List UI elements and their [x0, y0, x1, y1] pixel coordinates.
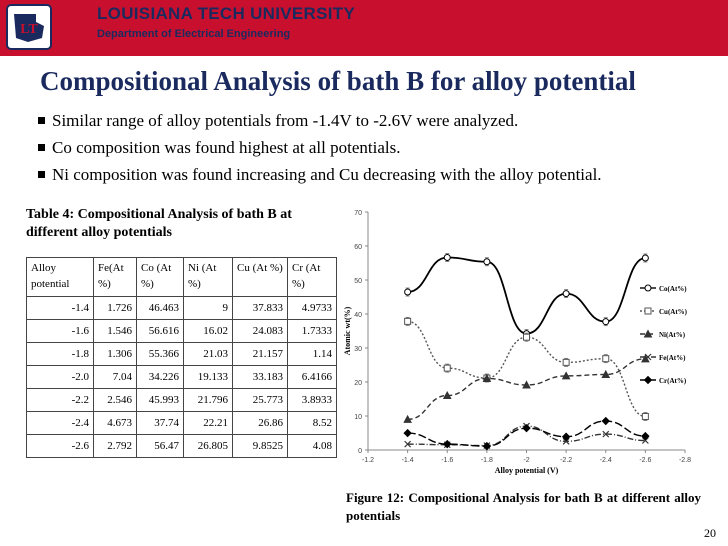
table-cell: 7.04	[94, 366, 137, 389]
logo-text: LT	[20, 22, 38, 37]
data-point	[563, 291, 569, 297]
data-point	[405, 318, 411, 324]
x-tick-label: -1.6	[441, 457, 454, 464]
x-tick-label: -1.4	[401, 457, 414, 464]
series-line	[408, 258, 646, 334]
table-row	[27, 297, 337, 320]
table-cell: 55.366	[137, 343, 184, 366]
x-axis-label: Alloy potential (V)	[494, 466, 559, 475]
table-cell: 37.74	[137, 412, 184, 435]
y-tick-label: 0	[358, 448, 362, 455]
data-point	[642, 255, 648, 261]
table-cell: 2.546	[94, 389, 137, 412]
column-header: Fe(At %)	[94, 258, 137, 297]
table-cell: 21.03	[184, 343, 233, 366]
chart-svg	[340, 200, 700, 482]
table-cell: 16.02	[184, 320, 233, 343]
table-cell: 24.083	[233, 320, 288, 343]
table-cell: 6.4166	[288, 366, 337, 389]
bullet-item: Ni composition was found increasing and Cu decreasing with the alloy potential.	[38, 164, 638, 185]
y-axis-label: Atomic wt(%)	[343, 306, 352, 356]
table-cell: 26.86	[233, 412, 288, 435]
table-header-row	[27, 258, 337, 297]
composition-table	[26, 257, 337, 458]
data-point	[405, 289, 411, 295]
table-cell: 8.52	[288, 412, 337, 435]
y-tick-label: 20	[354, 380, 362, 387]
y-tick-label: 70	[354, 210, 362, 217]
data-point	[444, 365, 450, 371]
table-cell: 4.9733	[288, 297, 337, 320]
table-cell: 19.133	[184, 366, 233, 389]
column-header: Co (At %)	[137, 258, 184, 297]
y-tick-label: 40	[354, 312, 362, 319]
table-cell: 56.47	[137, 435, 184, 458]
data-point	[563, 359, 569, 365]
table-cell: -2.2	[27, 389, 94, 412]
table-row	[27, 389, 337, 412]
table-row	[27, 343, 337, 366]
table-cell: 4.08	[288, 435, 337, 458]
composition-chart	[340, 200, 700, 482]
header-band	[0, 0, 728, 56]
legend-label: Ni(At%)	[659, 331, 686, 339]
data-point	[603, 356, 609, 362]
table-cell: -1.8	[27, 343, 94, 366]
data-point	[404, 430, 411, 437]
y-tick-label: 60	[354, 244, 362, 251]
data-point	[603, 319, 609, 325]
table-row	[27, 366, 337, 389]
page-number: 20	[704, 526, 716, 540]
table-row	[27, 412, 337, 435]
data-point	[524, 334, 530, 340]
column-header: Cr (At %)	[288, 258, 337, 297]
legend-marker	[645, 377, 652, 384]
table-caption: Table 4: Compositional Analysis of bath B at different alloy potentials	[26, 207, 292, 240]
x-tick-label: -2.2	[560, 457, 573, 464]
table-cell: 1.7333	[288, 320, 337, 343]
legend-label: Cu(At%)	[659, 308, 687, 316]
table-cell: 46.463	[137, 297, 184, 320]
table-cell: -2.6	[27, 435, 94, 458]
table-cell: 1.726	[94, 297, 137, 320]
data-point	[484, 259, 490, 265]
data-point	[444, 255, 450, 261]
legend-marker	[645, 285, 651, 291]
louisiana-tech-logo-icon	[6, 4, 52, 50]
column-header: Cu (At %)	[233, 258, 288, 297]
x-tick-label: -1.2	[361, 457, 375, 464]
table-cell: -2.0	[27, 366, 94, 389]
table-cell: 56.616	[137, 320, 184, 343]
table-cell: 1.306	[94, 343, 137, 366]
x-tick-label: -2.6	[639, 457, 652, 464]
table-cell: 26.805	[184, 435, 233, 458]
legend-label: Cr(At%)	[659, 377, 687, 385]
table-cell: 1.14	[288, 343, 337, 366]
bullet-item: Similar range of alloy potentials from -1.4V to -2.6V were analyzed.	[38, 110, 638, 131]
legend-marker	[645, 308, 651, 314]
legend-label: Co(At%)	[659, 285, 687, 293]
table-cell: 2.792	[94, 435, 137, 458]
table-row	[27, 435, 337, 458]
y-tick-label: 10	[354, 414, 362, 421]
legend-label: Fe(At%)	[659, 354, 686, 362]
y-tick-label: 30	[354, 346, 362, 353]
x-tick-label: -2.4	[599, 457, 612, 464]
table-cell: 21.157	[233, 343, 288, 366]
table-cell: -1.6	[27, 320, 94, 343]
table-row	[27, 320, 337, 343]
table-cell: 4.673	[94, 412, 137, 435]
slide-title: Compositional Analysis of bath B for alloy potential	[40, 66, 636, 96]
table-cell: 33.183	[233, 366, 288, 389]
table-cell: 21.796	[184, 389, 233, 412]
data-point	[602, 418, 609, 425]
table-cell: -2.4	[27, 412, 94, 435]
table-cell: 37.833	[233, 297, 288, 320]
table-cell: 9	[184, 297, 233, 320]
y-tick-label: 50	[354, 278, 362, 285]
table-cell: -1.4	[27, 297, 94, 320]
x-tick-label: -1.8	[480, 457, 493, 464]
table-cell: 1.546	[94, 320, 137, 343]
table-cell: 9.8525	[233, 435, 288, 458]
university-name: LOUISIANA TECH UNIVERSITY	[97, 4, 356, 23]
figure-caption: Figure 12: Compositional Analysis for bath B at different alloy potentials	[346, 490, 701, 523]
column-header: Ni (At %)	[184, 258, 233, 297]
x-tick-label: -2	[523, 457, 530, 464]
column-header: Alloy potential	[27, 258, 94, 297]
x-tick-label: -2.8	[678, 457, 692, 464]
table-cell: 45.993	[137, 389, 184, 412]
bullet-list	[38, 110, 638, 191]
table-cell: 34.226	[137, 366, 184, 389]
table-cell: 3.8933	[288, 389, 337, 412]
bullet-item: Co composition was found highest at all potentials.	[38, 137, 638, 158]
table-cell: 25.773	[233, 389, 288, 412]
department-name: Department of Electrical Engineering	[97, 28, 291, 40]
table-cell: 22.21	[184, 412, 233, 435]
data-point	[642, 414, 648, 420]
